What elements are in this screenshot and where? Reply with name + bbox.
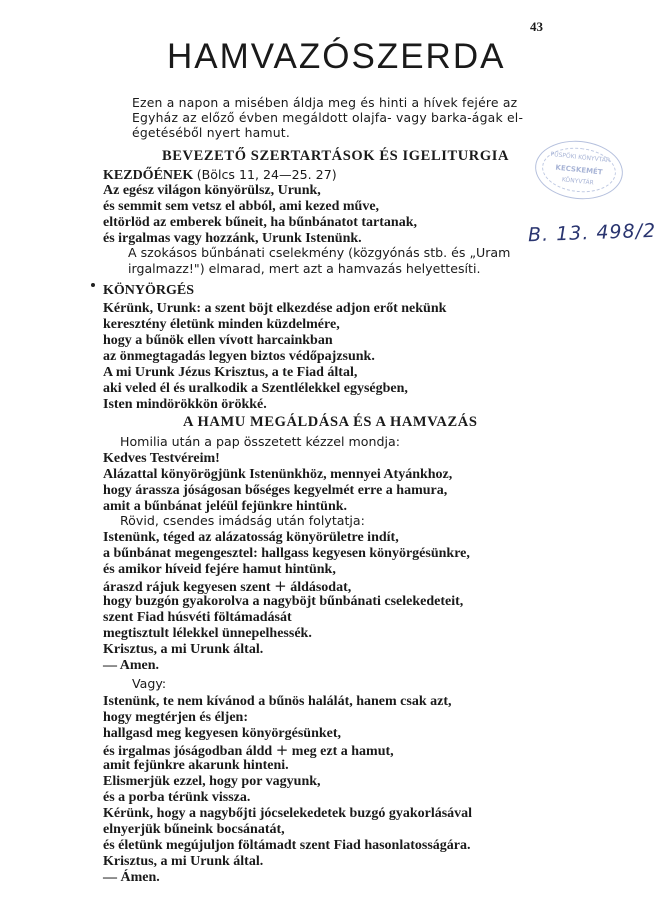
greeting: Kedves Testvéreim!	[103, 451, 220, 466]
prayer-line: Isten mindörökkön örökké.	[103, 397, 267, 412]
library-stamp	[532, 137, 626, 204]
prayer-line: az önmegtagadás legyen biztos védőpajzsunk.	[103, 349, 375, 364]
prayer-line: és a porba térünk vissza.	[103, 790, 251, 805]
amen: — Ámen.	[103, 870, 160, 885]
konyorges-label: KÖNYÖRGÉS	[103, 283, 195, 298]
kezdoenek-header	[103, 167, 337, 184]
section-heading: BEVEZETŐ SZERTARTÁSOK ÉS IGELITURGIA	[162, 148, 510, 164]
verse-line: és semmit sem vetsz el abból, ami kezed műve,	[103, 199, 380, 214]
intro-line: Ezen a napon a misében áldja meg és hinti a hívek fejére az	[132, 95, 518, 110]
prayer-line: keresztény életünk minden küzdelmére,	[103, 317, 340, 332]
page-number: 43	[530, 19, 543, 34]
stamp-text: PÜSPÖKI KÖNYVTÁR	[550, 150, 611, 165]
kezdoenek-label: KEZDŐÉNEK	[103, 168, 194, 183]
cross-icon: +	[275, 741, 289, 759]
prayer-line: elnyerjük bűneink bocsánatát,	[103, 822, 285, 837]
kezdoenek-reference: (Bölcs 11, 24—25. 27)	[196, 167, 337, 182]
handwritten-shelfmark: B. 13. 498/2	[527, 219, 656, 247]
amen: — Amen.	[103, 658, 159, 673]
prayer-line: A mi Urunk Jézus Krisztus, a te Fiad által,	[103, 365, 358, 380]
verse-line: Az egész világon könyörülsz, Urunk,	[103, 183, 321, 198]
intro-line: Egyház az előző évben megáldott olajfa- vagy barka-ágak el-	[132, 110, 524, 125]
stamp-text: KÖNYVTÁR	[561, 176, 595, 187]
prayer-line: megtisztult lélekkel ünnepelhessék.	[103, 626, 312, 641]
prayer-line: hogy árassza jóságosan bőséges kegyelmét erre a hamura,	[103, 483, 448, 498]
prayer-line: hogy megtérjen és éljen:	[103, 710, 249, 725]
rubric: Rövid, csendes imádság után folytatja:	[120, 513, 365, 528]
prayer-line: és amikor híveid fejére hamut hintünk,	[103, 562, 336, 577]
prayer-line: hallgasd meg kegyesen könyörgésünket,	[103, 726, 342, 741]
cross-icon: +	[274, 577, 287, 595]
prayer-line: Elismerjük ezzel, hogy por vagyunk,	[103, 774, 321, 789]
prayer-line: Krisztus, a mi Urunk által.	[103, 642, 264, 657]
prayer-line: hogy buzgón gyakorolva a nagyböjt bűnbánati cselekedeteit,	[103, 594, 464, 609]
prayer-line: Kérünk, Urunk: a szent böjt elkezdése adjon erőt nekünk	[103, 301, 447, 316]
intro-line: égetéséből nyert hamut.	[132, 125, 290, 140]
prayer-line: amit fejünkre akarunk hinteni.	[103, 758, 289, 773]
prayer-line: aki veled él és uralkodik a Szentlélekkel egységben,	[103, 381, 408, 396]
rubric-note: A szokásos bűnbánati cselekmény (közgyónás stb. és „Uram	[128, 245, 511, 260]
prayer-line: Istenünk, téged az alázatosság könyörületre indít,	[103, 530, 399, 545]
prayer-line: hogy a bűnök ellen vívott harcainkban	[103, 333, 333, 348]
rubric: Vagy:	[132, 676, 167, 691]
prayer-line: Istenünk, te nem kívánod a bűnös halálát, hanem csak azt,	[103, 694, 452, 709]
prayer-line: a bűnbánat megengesztel: hallgass kegyesen könyörgésünkre,	[103, 546, 470, 561]
section-heading: A HAMU MEGÁLDÁSA ÉS A HAMVAZÁS	[183, 414, 478, 430]
prayer-text: és irgalmas jóságodban áldd	[103, 744, 273, 759]
stamp-text: KECSKEMÉT	[555, 163, 603, 177]
prayer-line: amit a bűnbánat jeléül fejünkre hintünk.	[103, 499, 348, 514]
verse-line: és irgalmas vagy hozzánk, Urunk Istenünk.	[103, 231, 362, 246]
prayer-line: és életünk megújuljon föltámadt szent Fiad hasonlatosságára.	[103, 838, 471, 853]
prayer-line: Krisztus, a mi Urunk által.	[103, 854, 264, 869]
prayer-line: Kérünk, hogy a nagybőjti jócselekedetek buzgó gyakorlásával	[103, 806, 473, 821]
verse-line: eltörlöd az emberek bűneit, ha bűnbánatot tartanak,	[103, 215, 417, 230]
rubric: Homilia után a pap összetett kézzel mondja:	[120, 434, 400, 449]
prayer-line: szent Fiad húsvéti föltámadását	[103, 610, 292, 625]
prayer-text: meg ezt a hamut,	[291, 744, 394, 759]
prayer-text: áraszd rájuk kegyesen szent	[103, 580, 271, 595]
rubric-note: irgalmazz!") elmarad, mert azt a hamvazás helyettesíti.	[128, 261, 481, 276]
prayer-text: áldásodat,	[290, 580, 352, 595]
prayer-line: Alázattal könyörögjünk Istenünkhöz, mennyei Atyánkhoz,	[103, 467, 453, 482]
page-title: HAMVAZÓSZERDA	[167, 37, 506, 76]
margin-mark	[91, 283, 95, 287]
